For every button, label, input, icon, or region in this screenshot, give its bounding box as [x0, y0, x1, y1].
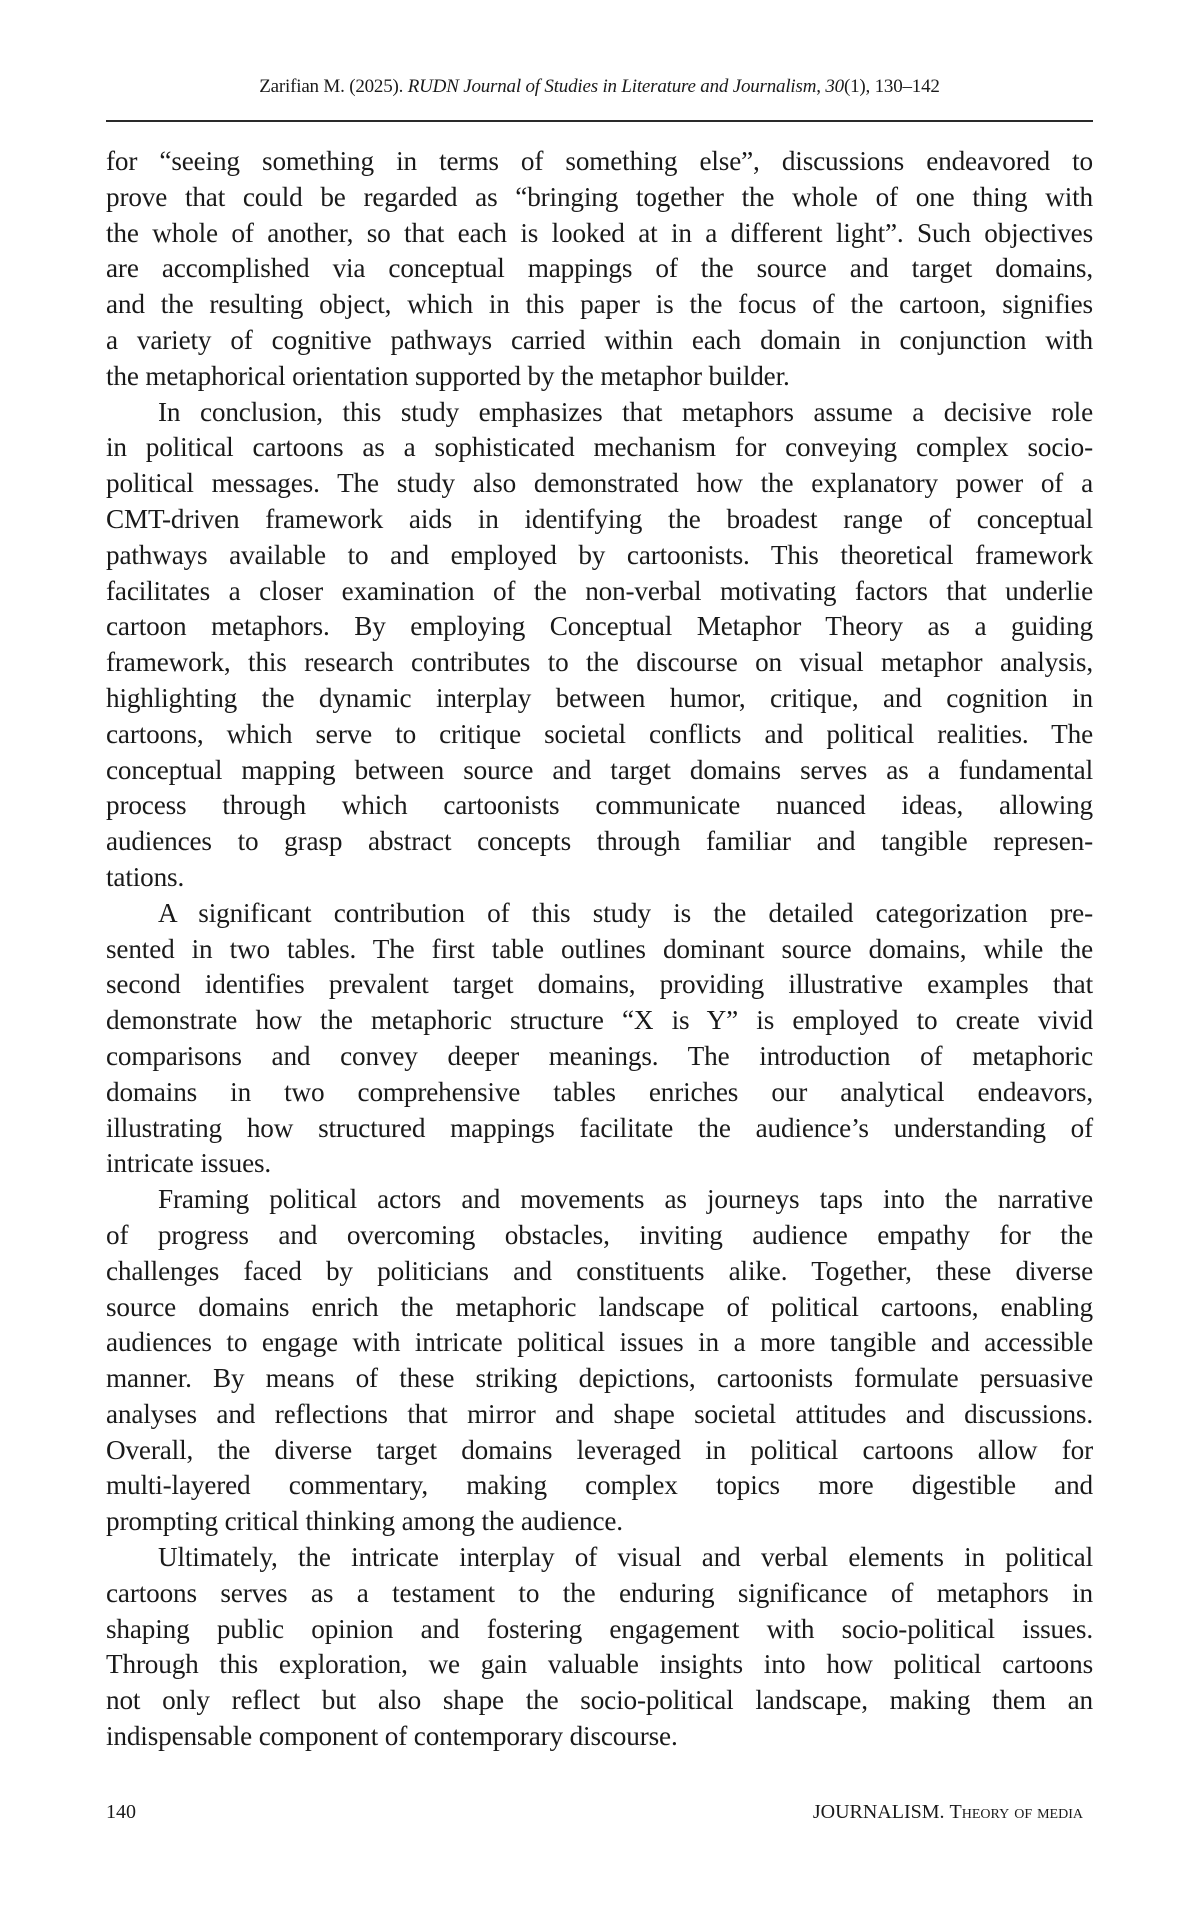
text-line: intricate issues.: [106, 1148, 272, 1179]
text-line: and the resulting object, which in this paper is the focus of the cartoon, signifies: [106, 289, 1093, 320]
text-line: manner. By means of these striking depictions, cartoonists formulate persuasive: [106, 1363, 1093, 1394]
text-line: a variety of cognitive pathways carried within each domain in conjunction with: [106, 324, 1093, 355]
paragraph: [106, 1540, 1093, 1755]
text-line: are accomplished via conceptual mappings of the source and target domains,: [106, 253, 1093, 284]
text-line: comparisons and convey deeper meanings. The introduction of metaphoric: [106, 1040, 1093, 1071]
footer-journal-smallcaps: Theory of media: [949, 1801, 1083, 1823]
text-line: challenges faced by politicians and constituents alike. Together, these diverse: [106, 1255, 1093, 1286]
header-separator: ,: [816, 76, 826, 97]
footer-journal-name: [813, 1800, 1083, 1824]
text-line: of progress and overcoming obstacles, inviting audience empathy for the: [106, 1219, 1093, 1250]
header-issue-pages: (1), 130–142: [843, 76, 940, 97]
text-line: for “seeing something in terms of something else”, discussions endeavored to: [106, 146, 1093, 176]
text-line: pathways available to and employed by cartoonists. This theoretical framework: [106, 539, 1093, 570]
text-line: domains in two comprehensive tables enriches our analytical endeavors,: [106, 1076, 1093, 1107]
paragraph: [106, 1182, 1093, 1540]
text-line: the metaphorical orientation supported by the metaphor builder.: [106, 360, 790, 391]
text-line: second identifies prevalent target domains, providing illustrative examples that: [106, 969, 1093, 1000]
text-line: Framing political actors and movements as journeys taps into the narrative: [158, 1184, 1093, 1215]
text-line: illustrating how structured mappings facilitate the audience’s understanding of: [106, 1112, 1093, 1143]
text-line: cartoons serves as a testament to the enduring significance of metaphors in: [106, 1577, 1093, 1608]
text-line: analyses and reflections that mirror and shape societal attitudes and discussions.: [106, 1398, 1093, 1429]
text-line: the whole of another, so that each is looked at in a different light”. Such objectives: [106, 217, 1093, 248]
text-line: conceptual mapping between source and target domains serves as a fundamental: [106, 754, 1093, 785]
text-line: sented in two tables. The first table outlines dominant source domains, while the: [106, 933, 1093, 964]
text-line: multi-layered commentary, making complex topics more digestible and: [106, 1470, 1093, 1501]
text-line: tations.: [106, 861, 185, 892]
text-line: cartoons, which serve to critique societal conflicts and political realities. The: [106, 718, 1093, 749]
text-line: indispensable component of contemporary discourse.: [106, 1721, 678, 1752]
text-line: CMT-driven framework aids in identifying the broadest range of conceptual: [106, 503, 1093, 534]
header-journal-title: RUDN Journal of Studies in Literature and Journalism: [407, 76, 817, 97]
text-line: facilitates a closer examination of the non-verbal motivating factors that underlie: [106, 575, 1093, 606]
text-line: A significant contribution of this study is the detailed categorization pre-: [158, 897, 1093, 928]
footer-journal-caps: JOURNALISM.: [812, 1801, 950, 1823]
running-header: [106, 74, 1093, 100]
page-number: 140: [106, 1801, 136, 1823]
text-line: highlighting the dynamic interplay between humor, critique, and cognition in: [106, 682, 1093, 713]
text-line: demonstrate how the metaphoric structure “X is Y” is employed to create vivid: [106, 1005, 1093, 1036]
text-line: audiences to grasp abstract concepts through familiar and tangible represen-: [106, 826, 1093, 857]
text-line: in political cartoons as a sophisticated mechanism for conveying complex socio-: [106, 432, 1093, 463]
paragraph: [106, 144, 1093, 395]
header-author-year: Zarifian M. (2025).: [259, 76, 408, 97]
text-line: prompting critical thinking among the audience.: [106, 1506, 623, 1537]
text-line: process through which cartoonists communicate nuanced ideas, allowing: [106, 790, 1093, 821]
text-line: framework, this research contributes to the discourse on visual metaphor analysis,: [106, 647, 1093, 678]
text-line: audiences to engage with intricate political issues in a more tangible and accessible: [106, 1327, 1093, 1358]
header-rule: [106, 120, 1093, 122]
text-line: not only reflect but also shape the socio-political landscape, making them an: [106, 1685, 1093, 1716]
text-line: prove that could be regarded as “bringing together the whole of one thing with: [106, 181, 1093, 212]
header-volume: 30: [825, 76, 844, 97]
text-line: cartoon metaphors. By employing Conceptual Metaphor Theory as a guiding: [106, 611, 1093, 642]
text-line: Overall, the diverse target domains leveraged in political cartoons allow for: [106, 1434, 1093, 1465]
paragraph: [106, 395, 1093, 896]
text-line: shaping public opinion and fostering engagement with socio-political issues.: [106, 1613, 1093, 1644]
text-line: political messages. The study also demonstrated how the explanatory power of a: [106, 468, 1093, 499]
body-text: [106, 144, 1093, 1755]
text-line: Ultimately, the intricate interplay of visual and verbal elements in political: [158, 1542, 1093, 1573]
text-line: source domains enrich the metaphoric landscape of political cartoons, enabling: [106, 1291, 1093, 1322]
text-line: In conclusion, this study emphasizes that metaphors assume a decisive role: [158, 396, 1093, 427]
paragraph: [106, 896, 1093, 1182]
text-line: Through this exploration, we gain valuable insights into how political cartoons: [106, 1649, 1093, 1680]
